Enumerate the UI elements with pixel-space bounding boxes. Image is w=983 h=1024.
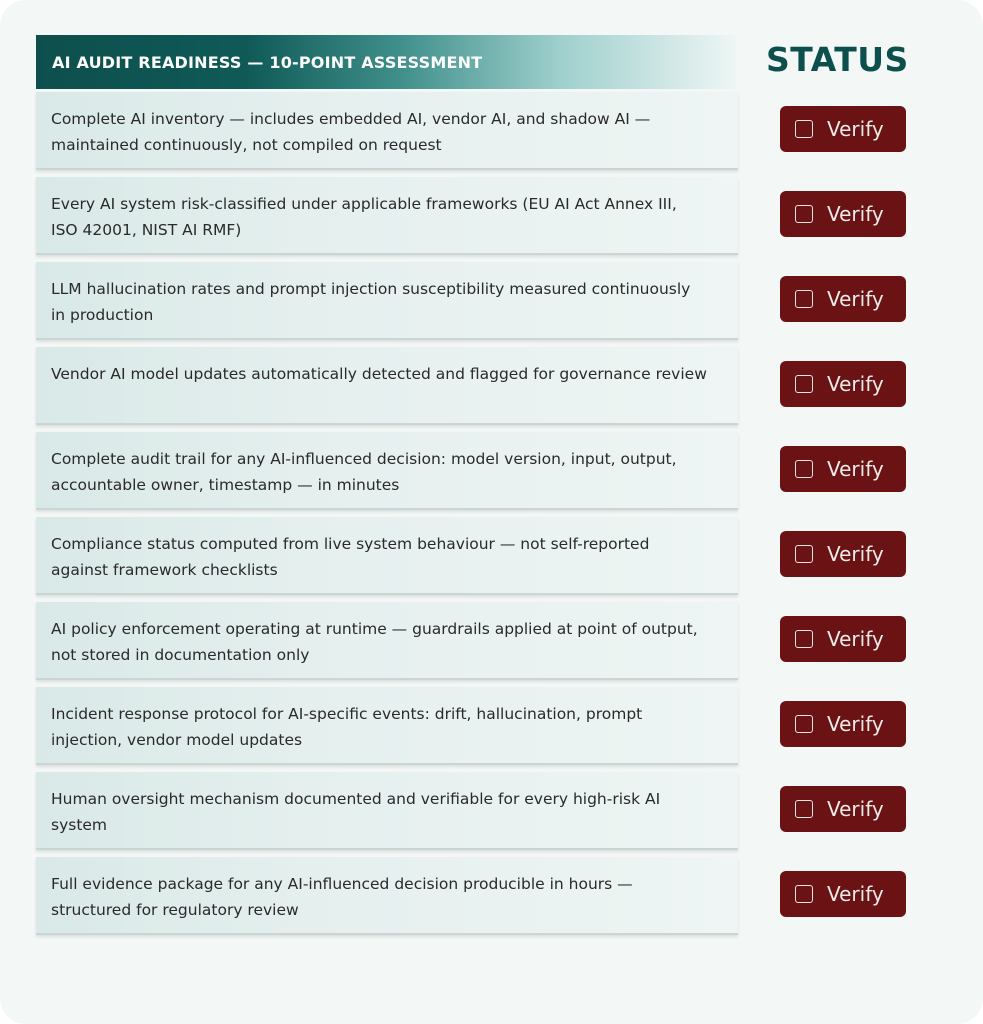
verify-button-label: Verify [827,882,884,906]
checkbox-icon[interactable] [795,715,813,733]
checkbox-icon[interactable] [795,375,813,393]
checklist-item [0,772,983,852]
verify-button[interactable] [780,276,906,322]
verify-button[interactable] [780,701,906,747]
verify-button[interactable] [780,871,906,917]
verify-button-label: Verify [827,372,884,396]
checklist-item-text: Complete audit trail for any AI-influenced decision: model version, input, output, accountable owner, timestamp — in minutes [51,450,677,494]
checklist-item-text: Human oversight mechanism documented and verifiable for every high-risk AI system [51,790,661,834]
status-column-title: STATUS [766,40,909,79]
verify-button-label: Verify [827,542,884,566]
verify-button-label: Verify [827,457,884,481]
checkbox-icon[interactable] [795,885,813,903]
checklist-item-text: Every AI system risk-classified under applicable frameworks (EU AI Act Annex III, ISO 42001, NIST AI RMF) [51,195,677,239]
verify-button[interactable] [780,361,906,407]
checklist-item-text: AI policy enforcement operating at runtime — guardrails applied at point of output, not stored in documentation only [51,620,698,664]
checklist-item-text: Complete AI inventory — includes embedded AI, vendor AI, and shadow AI — maintained continuously, not compiled on request [51,110,651,154]
checklist-item [0,857,983,937]
checklist-item-box [36,857,738,935]
verify-button-label: Verify [827,202,884,226]
checklist-item-box [36,687,738,765]
checkbox-icon[interactable] [795,630,813,648]
verify-button[interactable] [780,191,906,237]
checklist-item-box [36,262,738,340]
checklist-item [0,687,983,767]
verify-button-label: Verify [827,797,884,821]
verify-button[interactable] [780,616,906,662]
checklist-item-text: Vendor AI model updates automatically detected and flagged for governance review [51,365,707,383]
checkbox-icon[interactable] [795,800,813,818]
checklist-item-text: Incident response protocol for AI-specific events: drift, hallucination, prompt injection, vendor model updates [51,705,643,749]
checklist-item [0,517,983,597]
checklist-item [0,432,983,512]
checklist-item-box [36,772,738,850]
checkbox-icon[interactable] [795,205,813,223]
checkbox-icon[interactable] [795,290,813,308]
checklist-item [0,177,983,257]
checklist-item-box [36,347,738,425]
verify-button[interactable] [780,446,906,492]
checklist-item [0,92,983,172]
assessment-title: AI AUDIT READINESS — 10-POINT ASSESSMENT [52,52,483,72]
checklist-item [0,602,983,682]
checklist-item-box [36,432,738,510]
checkbox-icon[interactable] [795,545,813,563]
verify-button[interactable] [780,106,906,152]
verify-button-label: Verify [827,287,884,311]
verify-button-label: Verify [827,712,884,736]
verify-button-label: Verify [827,627,884,651]
checklist-item-box [36,602,738,680]
checklist-item-text: LLM hallucination rates and prompt injection susceptibility measured continuously in production [51,280,691,324]
verify-button[interactable] [780,786,906,832]
checklist-item-box [36,92,738,170]
checkbox-icon[interactable] [795,120,813,138]
checklist-item-box [36,177,738,255]
checkbox-icon[interactable] [795,460,813,478]
checklist-item-text: Full evidence package for any AI-influenced decision producible in hours — structured for regulatory review [51,875,633,919]
verify-button[interactable] [780,531,906,577]
checklist-item-text: Compliance status computed from live system behaviour — not self-reported against framework checklists [51,535,650,579]
checklist-item-box [36,517,738,595]
checklist-item [0,347,983,427]
checklist-item [0,262,983,342]
verify-button-label: Verify [827,117,884,141]
